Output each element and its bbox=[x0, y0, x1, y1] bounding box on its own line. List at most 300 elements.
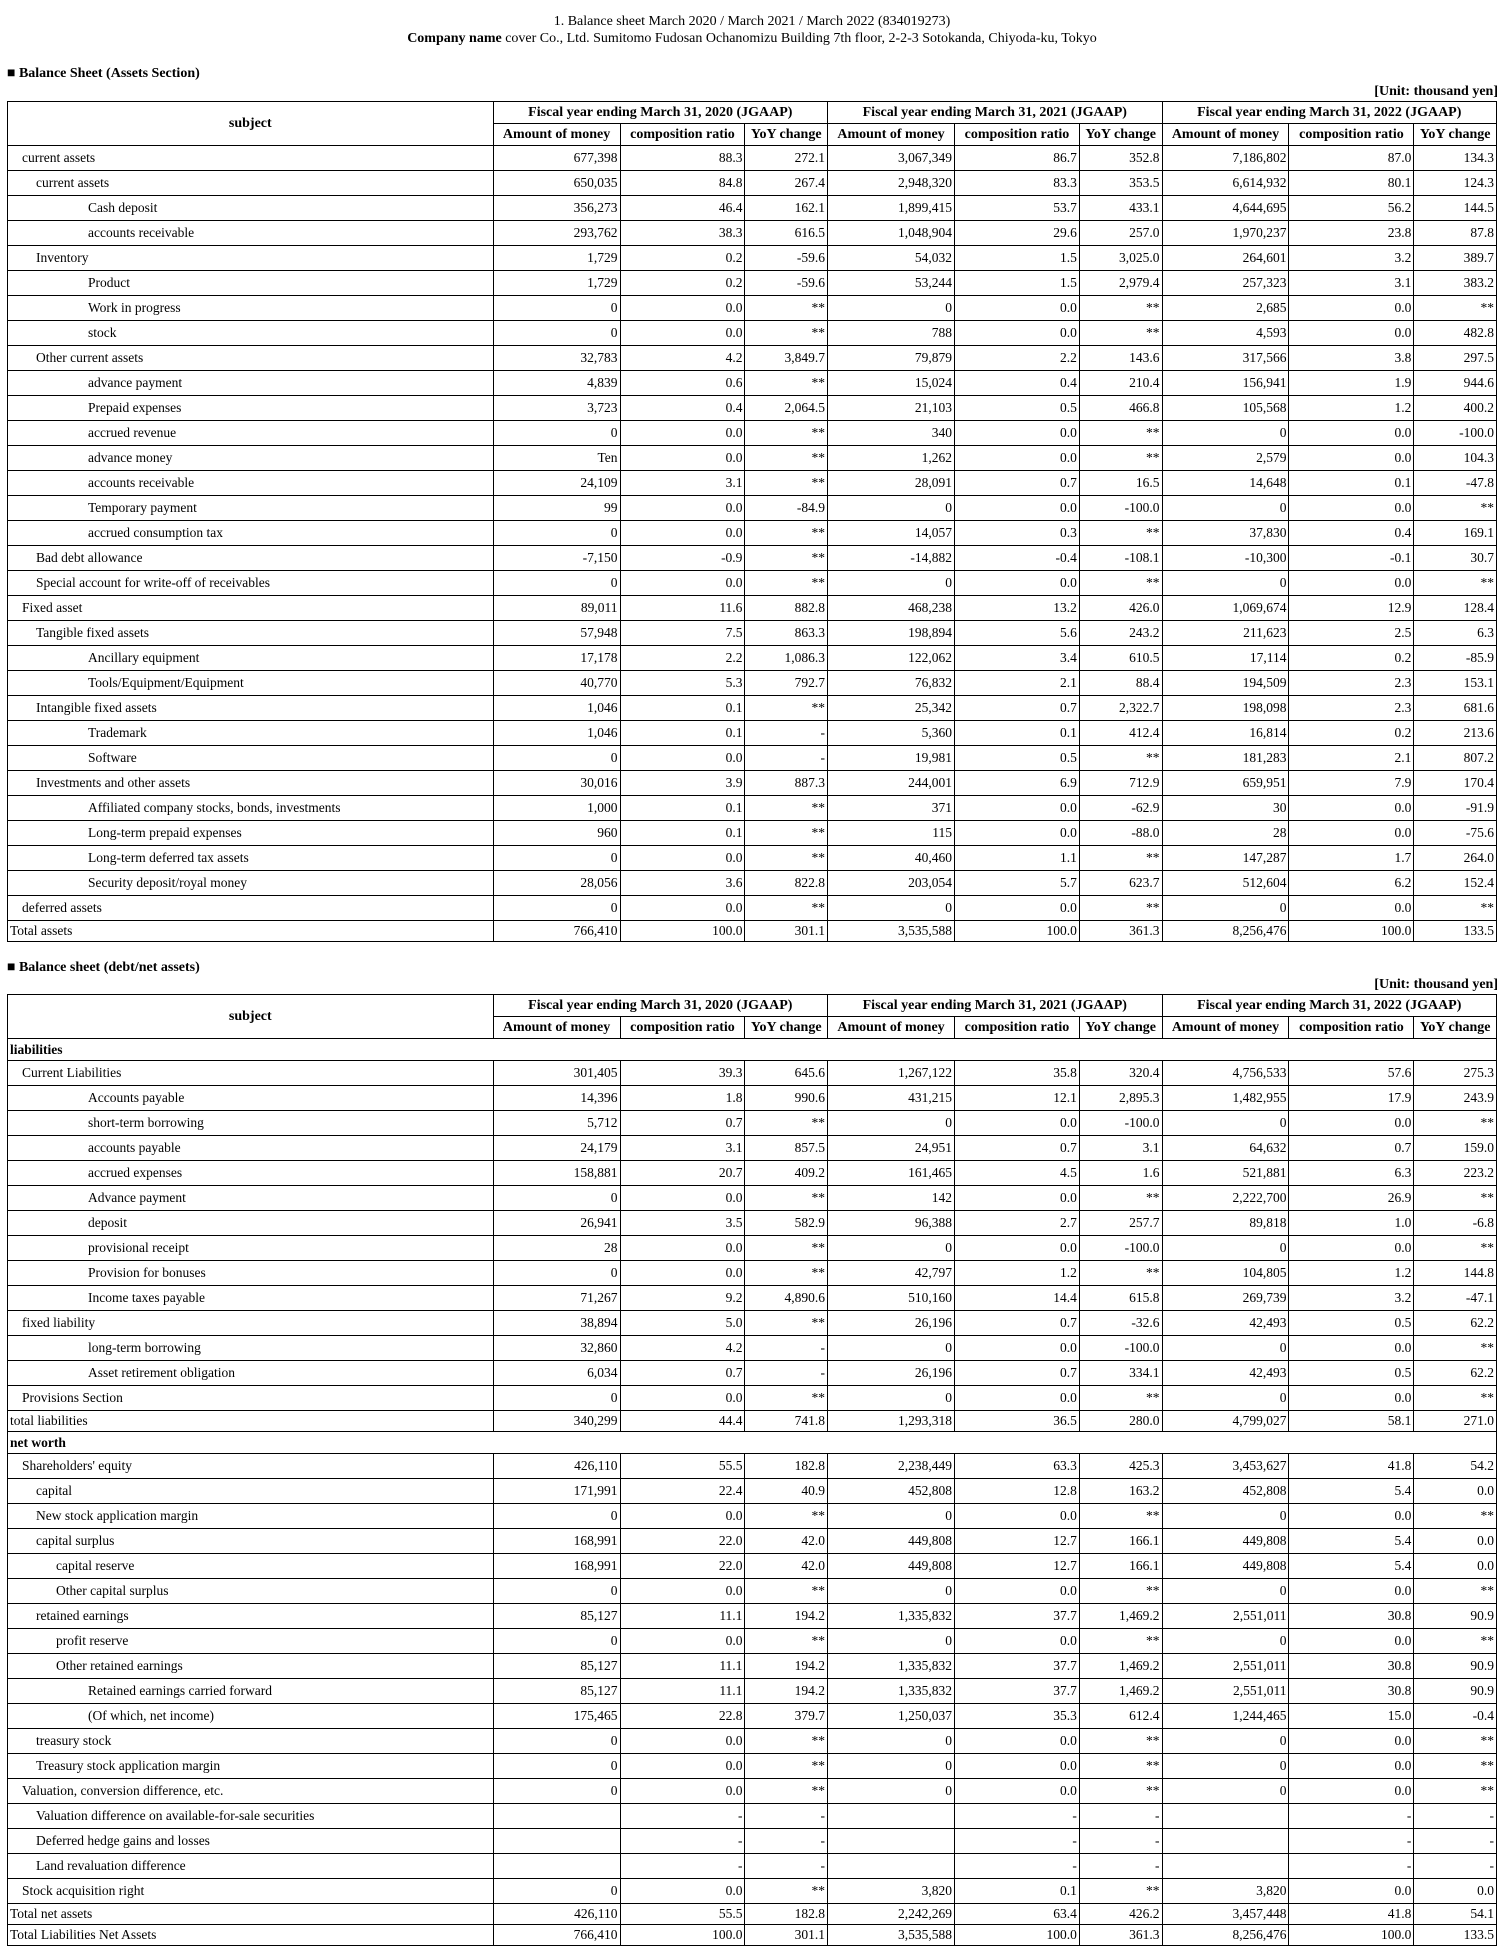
ratio-cell: 22.0 bbox=[620, 1529, 745, 1554]
yoy-cell: 2,979.4 bbox=[1079, 271, 1162, 296]
table-row bbox=[8, 1454, 1497, 1479]
ratio-cell: 0.2 bbox=[620, 271, 745, 296]
ratio-cell: - bbox=[1289, 1829, 1414, 1854]
ratio-cell: 0.1 bbox=[1289, 471, 1414, 496]
yoy-cell: -47.8 bbox=[1414, 471, 1497, 496]
yoy-cell: -0.4 bbox=[1414, 1704, 1497, 1729]
row-label: Stock acquisition right bbox=[8, 1879, 494, 1904]
measure-header: Amount of money bbox=[828, 1017, 955, 1039]
table-row bbox=[8, 546, 1497, 571]
ratio-cell: 41.8 bbox=[1289, 1454, 1414, 1479]
row-label: accounts receivable bbox=[8, 471, 494, 496]
document-header bbox=[0, 0, 1504, 47]
ratio-cell: 0.0 bbox=[620, 446, 745, 471]
ratio-cell: 41.8 bbox=[1289, 1904, 1414, 1925]
amount-cell: 175,465 bbox=[493, 1704, 620, 1729]
ratio-cell: 0.0 bbox=[954, 1236, 1079, 1261]
ratio-cell: 0.0 bbox=[1289, 1111, 1414, 1136]
row-label: Total assets bbox=[8, 921, 494, 942]
yoy-cell: 334.1 bbox=[1079, 1361, 1162, 1386]
row-label: capital surplus bbox=[8, 1529, 494, 1554]
ratio-cell: 3.2 bbox=[1289, 246, 1414, 271]
ratio-cell: 0.0 bbox=[1289, 1236, 1414, 1261]
row-label: Accounts payable bbox=[8, 1086, 494, 1111]
row-label: Temporary payment bbox=[8, 496, 494, 521]
amount-cell: 0 bbox=[828, 1504, 955, 1529]
amount-cell: 0 bbox=[828, 1111, 955, 1136]
yoy-cell: -84.9 bbox=[745, 496, 828, 521]
ratio-cell: 3.1 bbox=[620, 1136, 745, 1161]
amount-cell: 0 bbox=[493, 296, 620, 321]
ratio-cell: 0.0 bbox=[954, 796, 1079, 821]
document-title: 1. Balance sheet March 2020 / March 2021 / March 2022 (834019273) bbox=[553, 14, 951, 29]
amount-cell: 104,805 bbox=[1162, 1261, 1289, 1286]
row-label: Other current assets bbox=[8, 346, 494, 371]
table-row bbox=[8, 1579, 1497, 1604]
yoy-cell: 426.2 bbox=[1079, 1904, 1162, 1925]
yoy-cell: 54.2 bbox=[1414, 1454, 1497, 1479]
yoy-cell: - bbox=[745, 1829, 828, 1854]
ratio-cell: 0.0 bbox=[620, 1261, 745, 1286]
amount-cell: 8,256,476 bbox=[1162, 921, 1289, 942]
row-label: Software bbox=[8, 746, 494, 771]
yoy-cell: 6.3 bbox=[1414, 621, 1497, 646]
measure-header: composition ratio bbox=[954, 124, 1079, 146]
yoy-cell: -85.9 bbox=[1414, 646, 1497, 671]
row-label: Tools/Equipment/Equipment bbox=[8, 671, 494, 696]
yoy-cell: 42.0 bbox=[745, 1529, 828, 1554]
table-row bbox=[8, 296, 1497, 321]
ratio-cell: 1.5 bbox=[954, 271, 1079, 296]
yoy-cell: 62.2 bbox=[1414, 1311, 1497, 1336]
yoy-cell: 482.8 bbox=[1414, 321, 1497, 346]
amount-cell: 659,951 bbox=[1162, 771, 1289, 796]
yoy-cell: 243.9 bbox=[1414, 1086, 1497, 1111]
table-row bbox=[8, 321, 1497, 346]
yoy-cell: 194.2 bbox=[745, 1604, 828, 1629]
row-label: deposit bbox=[8, 1211, 494, 1236]
amount-cell: 766,410 bbox=[493, 1925, 620, 1946]
ratio-cell: 38.3 bbox=[620, 221, 745, 246]
yoy-cell: ** bbox=[745, 821, 828, 846]
header-row-periods bbox=[8, 102, 1497, 124]
assets-table bbox=[7, 101, 1497, 942]
yoy-cell: ** bbox=[1079, 1386, 1162, 1411]
measure-header: Amount of money bbox=[1162, 1017, 1289, 1039]
ratio-cell: 7.5 bbox=[620, 621, 745, 646]
yoy-cell: ** bbox=[745, 1261, 828, 1286]
amount-cell: 156,941 bbox=[1162, 371, 1289, 396]
amount-cell: 4,756,533 bbox=[1162, 1061, 1289, 1086]
table-row bbox=[8, 871, 1497, 896]
yoy-cell: 297.5 bbox=[1414, 346, 1497, 371]
ratio-cell: 22.8 bbox=[620, 1704, 745, 1729]
table-row bbox=[8, 1161, 1497, 1186]
row-label: long-term borrowing bbox=[8, 1336, 494, 1361]
yoy-cell: 466.8 bbox=[1079, 396, 1162, 421]
yoy-cell: - bbox=[1079, 1804, 1162, 1829]
ratio-cell: 5.6 bbox=[954, 621, 1079, 646]
yoy-cell: - bbox=[745, 1854, 828, 1879]
amount-cell: 181,283 bbox=[1162, 746, 1289, 771]
ratio-cell: 0.0 bbox=[620, 1729, 745, 1754]
ratio-cell: -0.4 bbox=[954, 546, 1079, 571]
amount-cell: 0 bbox=[493, 1261, 620, 1286]
liabilities-table bbox=[7, 994, 1497, 1946]
table-row bbox=[8, 1529, 1497, 1554]
amount-cell: 194,509 bbox=[1162, 671, 1289, 696]
ratio-cell: 0.5 bbox=[954, 396, 1079, 421]
yoy-cell: 361.3 bbox=[1079, 1925, 1162, 1946]
amount-cell: 0 bbox=[493, 746, 620, 771]
ratio-cell: 4.5 bbox=[954, 1161, 1079, 1186]
yoy-cell: 243.2 bbox=[1079, 621, 1162, 646]
yoy-cell: 90.9 bbox=[1414, 1604, 1497, 1629]
amount-cell: 449,808 bbox=[828, 1529, 955, 1554]
amount-cell: 0 bbox=[493, 1504, 620, 1529]
table-row bbox=[8, 1754, 1497, 1779]
amount-cell: -10,300 bbox=[1162, 546, 1289, 571]
amount-cell: 1,335,832 bbox=[828, 1679, 955, 1704]
amount-cell: 8,256,476 bbox=[1162, 1925, 1289, 1946]
amount-cell: 28,056 bbox=[493, 871, 620, 896]
yoy-cell: -62.9 bbox=[1079, 796, 1162, 821]
yoy-cell: 4,890.6 bbox=[745, 1286, 828, 1311]
amount-cell: 171,991 bbox=[493, 1479, 620, 1504]
ratio-cell: -0.9 bbox=[620, 546, 745, 571]
table-row bbox=[8, 921, 1497, 942]
ratio-cell: 5.4 bbox=[1289, 1479, 1414, 1504]
company-line bbox=[0, 30, 1504, 47]
table-row bbox=[8, 1779, 1497, 1804]
amount-cell: 0 bbox=[828, 571, 955, 596]
ratio-cell: 0.0 bbox=[954, 896, 1079, 921]
ratio-cell: 0.2 bbox=[1289, 646, 1414, 671]
yoy-cell: ** bbox=[1414, 1779, 1497, 1804]
yoy-cell: ** bbox=[1079, 1186, 1162, 1211]
ratio-cell: 55.5 bbox=[620, 1454, 745, 1479]
yoy-cell: 353.5 bbox=[1079, 171, 1162, 196]
ratio-cell: 0.0 bbox=[620, 896, 745, 921]
ratio-cell: 11.1 bbox=[620, 1679, 745, 1704]
ratio-cell: 0.0 bbox=[1289, 896, 1414, 921]
yoy-cell: 257.0 bbox=[1079, 221, 1162, 246]
ratio-cell: 80.1 bbox=[1289, 171, 1414, 196]
amount-cell: 32,860 bbox=[493, 1336, 620, 1361]
amount-cell: 1,729 bbox=[493, 271, 620, 296]
amount-cell: 0 bbox=[828, 1754, 955, 1779]
ratio-cell: 0.0 bbox=[1289, 796, 1414, 821]
amount-cell: 54,032 bbox=[828, 246, 955, 271]
amount-cell: 1,244,465 bbox=[1162, 1704, 1289, 1729]
yoy-cell: ** bbox=[745, 571, 828, 596]
yoy-cell: -100.0 bbox=[1414, 421, 1497, 446]
yoy-cell: 610.5 bbox=[1079, 646, 1162, 671]
ratio-cell: 0.0 bbox=[954, 1579, 1079, 1604]
amount-cell: 0 bbox=[1162, 1236, 1289, 1261]
amount-cell: 1,482,955 bbox=[1162, 1086, 1289, 1111]
yoy-cell: 352.8 bbox=[1079, 146, 1162, 171]
period-header: Fiscal year ending March 31, 2022 (JGAAP) bbox=[1162, 102, 1496, 124]
ratio-cell: 4.2 bbox=[620, 346, 745, 371]
yoy-cell: 169.1 bbox=[1414, 521, 1497, 546]
row-label: Income taxes payable bbox=[8, 1286, 494, 1311]
ratio-cell: 0.1 bbox=[620, 821, 745, 846]
amount-cell: 0 bbox=[1162, 1629, 1289, 1654]
yoy-cell: 400.2 bbox=[1414, 396, 1497, 421]
assets-section-title: ■ Balance Sheet (Assets Section) bbox=[7, 66, 200, 81]
ratio-cell: 11.1 bbox=[620, 1654, 745, 1679]
amount-cell: 0 bbox=[828, 1386, 955, 1411]
yoy-cell: -32.6 bbox=[1079, 1311, 1162, 1336]
amount-cell: 960 bbox=[493, 821, 620, 846]
amount-cell: 0 bbox=[493, 1579, 620, 1604]
row-label: provisional receipt bbox=[8, 1236, 494, 1261]
table-row bbox=[8, 421, 1497, 446]
amount-cell: 96,388 bbox=[828, 1211, 955, 1236]
yoy-cell: ** bbox=[1414, 1579, 1497, 1604]
amount-cell: 0 bbox=[1162, 1754, 1289, 1779]
table-row bbox=[8, 1136, 1497, 1161]
yoy-cell: 645.6 bbox=[745, 1061, 828, 1086]
yoy-cell: 124.3 bbox=[1414, 171, 1497, 196]
yoy-cell: 30.7 bbox=[1414, 546, 1497, 571]
table-row bbox=[8, 696, 1497, 721]
table-row bbox=[8, 1504, 1497, 1529]
yoy-cell: ** bbox=[745, 1779, 828, 1804]
yoy-cell: 128.4 bbox=[1414, 596, 1497, 621]
amount-cell: 2,948,320 bbox=[828, 171, 955, 196]
ratio-cell: 22.4 bbox=[620, 1479, 745, 1504]
yoy-cell: -91.9 bbox=[1414, 796, 1497, 821]
row-label: fixed liability bbox=[8, 1311, 494, 1336]
ratio-cell: 0.1 bbox=[620, 796, 745, 821]
amount-cell: 317,566 bbox=[1162, 346, 1289, 371]
amount-cell: 24,951 bbox=[828, 1136, 955, 1161]
ratio-cell: 0.2 bbox=[620, 246, 745, 271]
amount-cell: 2,242,269 bbox=[828, 1904, 955, 1925]
amount-cell: 1,335,832 bbox=[828, 1604, 955, 1629]
yoy-cell: 0.0 bbox=[1414, 1879, 1497, 1904]
ratio-cell: 9.2 bbox=[620, 1286, 745, 1311]
amount-cell: 26,196 bbox=[828, 1361, 955, 1386]
amount-cell: 3,535,588 bbox=[828, 921, 955, 942]
yoy-cell: ** bbox=[745, 1729, 828, 1754]
amount-cell: 452,808 bbox=[1162, 1479, 1289, 1504]
table-row bbox=[8, 1925, 1497, 1946]
amount-cell: 4,644,695 bbox=[1162, 196, 1289, 221]
table-row bbox=[8, 371, 1497, 396]
amount-cell: 452,808 bbox=[828, 1479, 955, 1504]
row-label: retained earnings bbox=[8, 1604, 494, 1629]
table-row bbox=[8, 221, 1497, 246]
amount-cell: 0 bbox=[493, 846, 620, 871]
amount-cell: -7,150 bbox=[493, 546, 620, 571]
amount-cell: 1,069,674 bbox=[1162, 596, 1289, 621]
header-row-periods bbox=[8, 995, 1497, 1017]
ratio-cell: 0.0 bbox=[620, 1879, 745, 1904]
row-label: current assets bbox=[8, 146, 494, 171]
amount-cell: 2,551,011 bbox=[1162, 1604, 1289, 1629]
table-row bbox=[8, 1879, 1497, 1904]
amount-cell: 0 bbox=[493, 1754, 620, 1779]
row-label: Shareholders' equity bbox=[8, 1454, 494, 1479]
ratio-cell: 0.0 bbox=[620, 846, 745, 871]
ratio-cell: 0.0 bbox=[620, 296, 745, 321]
yoy-cell: 361.3 bbox=[1079, 921, 1162, 942]
table-row bbox=[8, 1654, 1497, 1679]
ratio-cell: 0.0 bbox=[954, 1504, 1079, 1529]
ratio-cell: 84.8 bbox=[620, 171, 745, 196]
amount-cell: 89,011 bbox=[493, 596, 620, 621]
ratio-cell: 0.0 bbox=[1289, 496, 1414, 521]
row-label: Provisions Section bbox=[8, 1386, 494, 1411]
amount-cell: 0 bbox=[828, 1629, 955, 1654]
measure-header: YoY change bbox=[1079, 1017, 1162, 1039]
ratio-cell: 100.0 bbox=[620, 1925, 745, 1946]
amount-cell: 28,091 bbox=[828, 471, 955, 496]
table-row bbox=[8, 1361, 1497, 1386]
ratio-cell: 3.1 bbox=[1289, 271, 1414, 296]
row-label: Long-term prepaid expenses bbox=[8, 821, 494, 846]
row-label: Valuation difference on available-for-sale securities bbox=[8, 1804, 494, 1829]
yoy-cell: ** bbox=[1414, 1504, 1497, 1529]
category-row bbox=[8, 1039, 1497, 1061]
amount-cell: 0 bbox=[493, 1186, 620, 1211]
yoy-cell: 0.0 bbox=[1414, 1529, 1497, 1554]
ratio-cell: 56.2 bbox=[1289, 196, 1414, 221]
ratio-cell: 37.7 bbox=[954, 1679, 1079, 1704]
table-row bbox=[8, 1111, 1497, 1136]
yoy-cell: 267.4 bbox=[745, 171, 828, 196]
yoy-cell: 822.8 bbox=[745, 871, 828, 896]
yoy-cell: 162.1 bbox=[745, 196, 828, 221]
ratio-cell: 1.0 bbox=[1289, 1211, 1414, 1236]
yoy-cell: ** bbox=[1414, 296, 1497, 321]
amount-cell: 0 bbox=[828, 1236, 955, 1261]
table-row bbox=[8, 1086, 1497, 1111]
amount-cell: 0 bbox=[1162, 1729, 1289, 1754]
row-label: Product bbox=[8, 271, 494, 296]
yoy-cell: - bbox=[745, 1804, 828, 1829]
row-label: Work in progress bbox=[8, 296, 494, 321]
ratio-cell: 3.8 bbox=[1289, 346, 1414, 371]
amount-cell bbox=[1162, 1804, 1289, 1829]
amount-cell: 3,453,627 bbox=[1162, 1454, 1289, 1479]
table-row bbox=[8, 246, 1497, 271]
yoy-cell: ** bbox=[745, 846, 828, 871]
amount-cell: 3,820 bbox=[828, 1879, 955, 1904]
ratio-cell: 6.9 bbox=[954, 771, 1079, 796]
yoy-cell: 280.0 bbox=[1079, 1411, 1162, 1432]
ratio-cell: 0.0 bbox=[1289, 446, 1414, 471]
ratio-cell: 0.1 bbox=[954, 1879, 1079, 1904]
yoy-cell: ** bbox=[745, 896, 828, 921]
yoy-cell: 712.9 bbox=[1079, 771, 1162, 796]
yoy-cell: ** bbox=[745, 1386, 828, 1411]
yoy-cell: 3,849.7 bbox=[745, 346, 828, 371]
amount-cell: 2,579 bbox=[1162, 446, 1289, 471]
ratio-cell: 1.5 bbox=[954, 246, 1079, 271]
ratio-cell: 0.0 bbox=[620, 746, 745, 771]
amount-cell: 40,460 bbox=[828, 846, 955, 871]
ratio-cell: - bbox=[1289, 1804, 1414, 1829]
ratio-cell: 0.0 bbox=[954, 296, 1079, 321]
row-label: capital reserve bbox=[8, 1554, 494, 1579]
table-row bbox=[8, 1236, 1497, 1261]
amount-cell: 16,814 bbox=[1162, 721, 1289, 746]
row-label: advance money bbox=[8, 446, 494, 471]
amount-cell: 0 bbox=[828, 1336, 955, 1361]
yoy-cell: 863.3 bbox=[745, 621, 828, 646]
ratio-cell: 0.7 bbox=[954, 1361, 1079, 1386]
ratio-cell: 1.2 bbox=[1289, 396, 1414, 421]
yoy-cell: 210.4 bbox=[1079, 371, 1162, 396]
table-row bbox=[8, 1411, 1497, 1432]
yoy-cell: ** bbox=[1414, 1236, 1497, 1261]
amount-cell: 0 bbox=[493, 521, 620, 546]
yoy-cell: ** bbox=[1079, 446, 1162, 471]
table-row bbox=[8, 1704, 1497, 1729]
table-row bbox=[8, 1804, 1497, 1829]
row-label: New stock application margin bbox=[8, 1504, 494, 1529]
measure-header: composition ratio bbox=[620, 1017, 745, 1039]
ratio-cell: 2.2 bbox=[620, 646, 745, 671]
row-label: profit reserve bbox=[8, 1629, 494, 1654]
row-label: Cash deposit bbox=[8, 196, 494, 221]
amount-cell bbox=[493, 1854, 620, 1879]
ratio-cell: 22.0 bbox=[620, 1554, 745, 1579]
table-row bbox=[8, 1211, 1497, 1236]
amount-cell: 3,820 bbox=[1162, 1879, 1289, 1904]
yoy-cell: ** bbox=[1079, 421, 1162, 446]
ratio-cell: 0.0 bbox=[954, 421, 1079, 446]
table-row bbox=[8, 1554, 1497, 1579]
yoy-cell: ** bbox=[745, 371, 828, 396]
yoy-cell: 1.6 bbox=[1079, 1161, 1162, 1186]
ratio-cell: 1.2 bbox=[1289, 1261, 1414, 1286]
amount-cell: 198,098 bbox=[1162, 696, 1289, 721]
yoy-cell: - bbox=[1414, 1804, 1497, 1829]
yoy-cell: -100.0 bbox=[1079, 1336, 1162, 1361]
table-row bbox=[8, 646, 1497, 671]
yoy-cell: 1,469.2 bbox=[1079, 1654, 1162, 1679]
ratio-cell: 0.2 bbox=[1289, 721, 1414, 746]
amount-cell: 79,879 bbox=[828, 346, 955, 371]
row-label: Total Liabilities Net Assets bbox=[8, 1925, 494, 1946]
yoy-cell: 182.8 bbox=[745, 1454, 828, 1479]
ratio-cell: 3.1 bbox=[620, 471, 745, 496]
amount-cell: 4,839 bbox=[493, 371, 620, 396]
amount-cell: 0 bbox=[1162, 496, 1289, 521]
yoy-cell: 301.1 bbox=[745, 921, 828, 942]
ratio-cell: 83.3 bbox=[954, 171, 1079, 196]
amount-cell: 0 bbox=[828, 1729, 955, 1754]
amount-cell: 168,991 bbox=[493, 1554, 620, 1579]
ratio-cell: 100.0 bbox=[954, 921, 1079, 942]
yoy-cell: 0.0 bbox=[1414, 1479, 1497, 1504]
ratio-cell: 0.0 bbox=[1289, 296, 1414, 321]
ratio-cell: 5.4 bbox=[1289, 1554, 1414, 1579]
amount-cell: 257,323 bbox=[1162, 271, 1289, 296]
amount-cell bbox=[1162, 1854, 1289, 1879]
yoy-cell: -47.1 bbox=[1414, 1286, 1497, 1311]
row-label: Ancillary equipment bbox=[8, 646, 494, 671]
amount-cell: 1,899,415 bbox=[828, 196, 955, 221]
ratio-cell: - bbox=[620, 1804, 745, 1829]
measure-header: YoY change bbox=[1079, 124, 1162, 146]
ratio-cell: 0.7 bbox=[954, 471, 1079, 496]
